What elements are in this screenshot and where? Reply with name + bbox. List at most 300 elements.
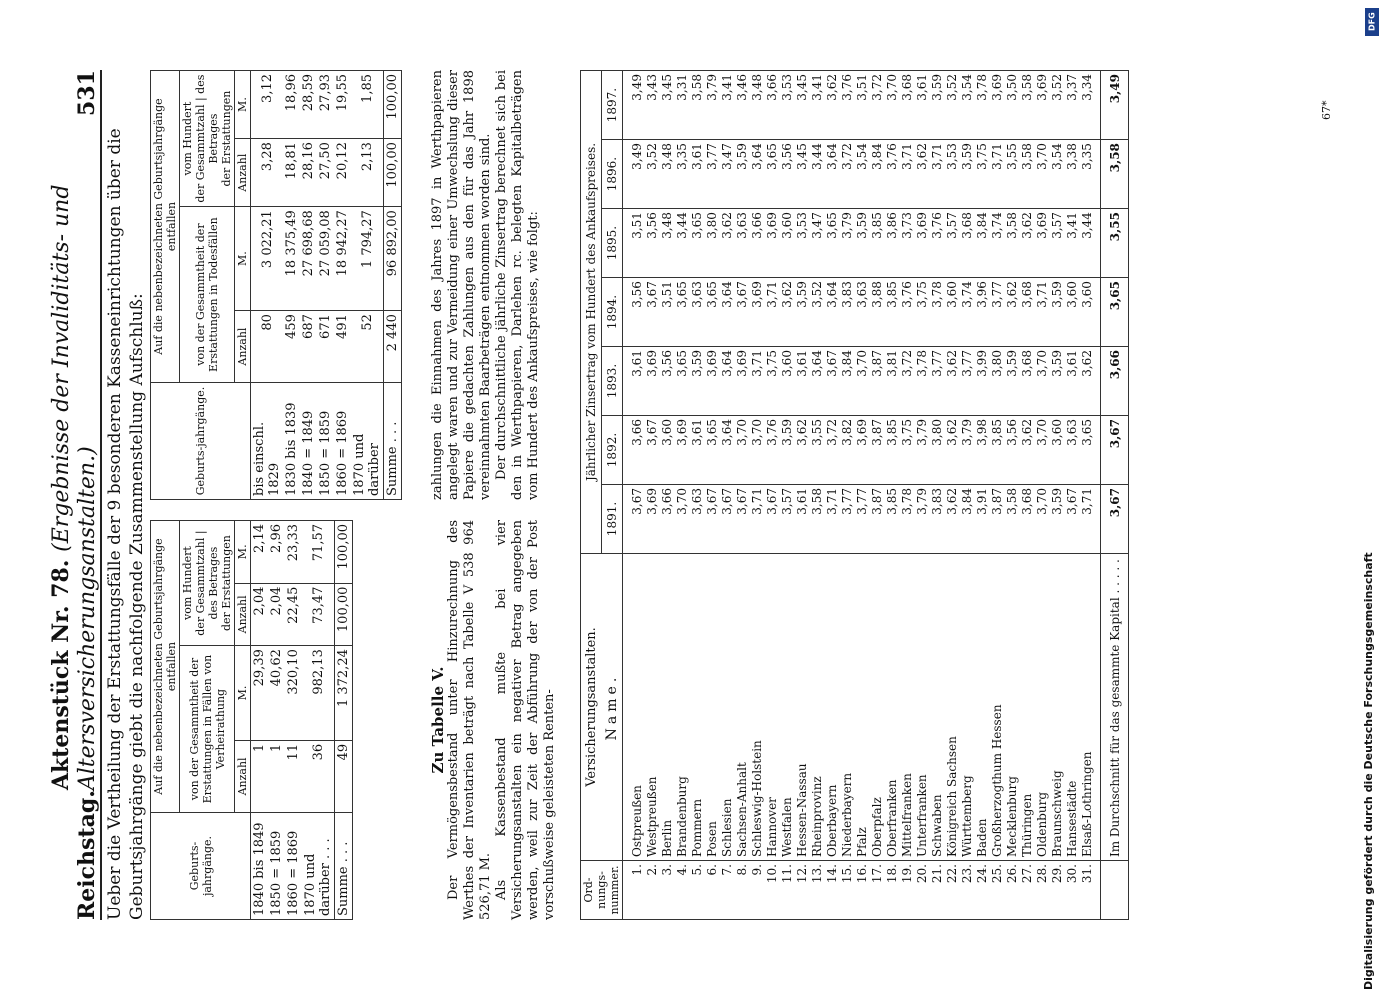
table-row	[689, 71, 704, 920]
table-row	[884, 71, 899, 920]
yield-value: 3,87	[869, 485, 884, 554]
institution-name: Ostpreußen	[623, 554, 645, 861]
pct-count-cell: 100,00	[335, 583, 353, 646]
average-value: 3,65	[1101, 278, 1129, 347]
pct-count-cell: 73,47	[302, 583, 335, 646]
table-row	[1019, 71, 1034, 920]
yield-value: 3,74	[989, 209, 1004, 278]
yield-value: 3,60	[1079, 278, 1101, 347]
yield-value: 3,64	[749, 140, 764, 209]
count-cell: 491	[334, 311, 351, 383]
yield-value: 3,67	[764, 485, 779, 554]
average-value: 3,49	[1101, 71, 1129, 140]
institution-name: Oberbayern	[824, 554, 839, 861]
row-number: 5.	[689, 861, 704, 920]
yield-value: 3,61	[794, 347, 809, 416]
row-number: 16.	[854, 861, 869, 920]
institution-name: Schleswig-Holstein	[749, 554, 764, 861]
yield-value: 3,79	[959, 416, 974, 485]
pct-count-cell: 20,12	[334, 139, 351, 207]
row-number: 10.	[764, 861, 779, 920]
sum-label: Summe . . .	[335, 813, 353, 920]
yield-value: 3,82	[839, 416, 854, 485]
row-number: 7.	[719, 861, 734, 920]
yield-value: 3,67	[719, 485, 734, 554]
year-cell: 1870 und darüber . . .	[302, 813, 335, 920]
yield-value: 3,85	[884, 278, 899, 347]
col-mark: M.	[235, 207, 251, 311]
yield-value: 3,62	[1019, 416, 1034, 485]
yield-value: 3,71	[929, 140, 944, 209]
yield-value: 3,74	[959, 278, 974, 347]
yield-value: 3,62	[1019, 209, 1034, 278]
yield-value: 3,68	[959, 209, 974, 278]
header-title: Aktenstück Nr. 78. (Ergebnisse der Invaliditäts- und Altersversicherungsanstalten.)	[48, 184, 100, 791]
row-number: 15.	[839, 861, 854, 920]
yield-value: 3,48	[749, 71, 764, 140]
yield-value: 3,63	[1064, 416, 1079, 485]
yield-value: 3,84	[959, 485, 974, 554]
pct-count-cell: 27,50	[317, 139, 334, 207]
row-number: 8.	[734, 861, 749, 920]
row-number: 13.	[809, 861, 824, 920]
yield-value: 3,47	[809, 209, 824, 278]
yield-value: 3,59	[854, 209, 869, 278]
col-header-year: Geburts-jahrgänge.	[151, 813, 251, 920]
yield-value: 3,50	[1004, 71, 1019, 140]
footer-mark: 67*	[1320, 100, 1333, 120]
yield-value: 3,53	[794, 209, 809, 278]
yield-value: 3,72	[899, 347, 914, 416]
yield-value: 3,65	[1079, 416, 1101, 485]
yield-value: 3,73	[899, 209, 914, 278]
amount-cell: 40,62	[268, 646, 285, 741]
year-cell: 1850 = 1859	[268, 813, 285, 920]
yield-value: 3,65	[674, 347, 689, 416]
row-number: 1.	[623, 861, 645, 920]
yield-value: 3,41	[809, 71, 824, 140]
yield-value: 3,63	[734, 209, 749, 278]
year-header: 1894.	[602, 278, 623, 347]
table-row	[704, 71, 719, 920]
yield-value: 3,76	[839, 71, 854, 140]
yield-value: 3,70	[884, 71, 899, 140]
yield-value: 3,75	[899, 416, 914, 485]
yield-value: 3,62	[944, 347, 959, 416]
header-left: Reichstag.	[74, 790, 100, 920]
yield-value: 3,69	[1034, 71, 1049, 140]
yield-value: 3,58	[1004, 485, 1019, 554]
row-number: 19.	[899, 861, 914, 920]
count-cell: 1	[268, 740, 285, 812]
yield-value: 3,31	[674, 71, 689, 140]
yield-value: 3,52	[1049, 71, 1064, 140]
amount-cell: 320,10	[285, 646, 302, 741]
row-number: 30.	[1064, 861, 1079, 920]
year-cell: 1860 = 1869	[334, 383, 351, 500]
year-header: 1897.	[602, 71, 623, 140]
pct-count-cell: 2,13	[351, 139, 384, 207]
yield-value: 3,67	[734, 485, 749, 554]
yield-value: 3,64	[809, 347, 824, 416]
row-number: 25.	[989, 861, 1004, 920]
table-row	[794, 71, 809, 920]
yield-value: 3,75	[974, 140, 989, 209]
yield-value: 3,59	[779, 416, 794, 485]
amount-cell: 27 698,68	[300, 207, 317, 311]
yield-value: 3,77	[854, 485, 869, 554]
paragraph: Der durchschnittliche jährliche Zinsertrag berechnet sich bei den in Werthpapieren, Darlehen rc. belegten Kapitalbeträgen vom Hundert des Ankaufspreises, wie folgt:	[494, 70, 541, 500]
table-row	[974, 71, 989, 920]
yield-value: 3,77	[839, 485, 854, 554]
yield-value: 3,61	[689, 140, 704, 209]
yield-value: 3,62	[914, 140, 929, 209]
yield-value: 3,56	[623, 278, 645, 347]
table-row	[854, 71, 869, 920]
yield-value: 3,69	[644, 347, 659, 416]
yield-value: 3,46	[734, 71, 749, 140]
yield-value: 3,69	[989, 71, 1004, 140]
pct-count-cell: 18,81	[283, 139, 300, 207]
yield-value: 3,71	[764, 278, 779, 347]
yield-value: 3,70	[1034, 140, 1049, 209]
yield-value: 3,69	[914, 209, 929, 278]
col-header-year: Geburts-jahrgänge.	[151, 383, 251, 500]
table-row	[268, 521, 285, 920]
count-cell: 671	[317, 311, 334, 383]
table-body	[251, 71, 402, 500]
table-row	[674, 71, 689, 920]
yield-value: 3,59	[734, 140, 749, 209]
pct-count-cell: 2,04	[251, 583, 269, 646]
col-header-nr: Ord-nungs-nummer.	[581, 861, 623, 920]
yield-value: 3,71	[824, 485, 839, 554]
year-cell: bis einschl. 1829	[251, 383, 284, 500]
yield-value: 3,91	[974, 485, 989, 554]
pct-amount-cell: 71,57	[302, 521, 335, 584]
table-row	[285, 521, 302, 920]
yield-value: 3,71	[749, 347, 764, 416]
yield-value: 3,66	[659, 485, 674, 554]
yield-value: 3,71	[989, 140, 1004, 209]
table-row	[839, 71, 854, 920]
table-interest-yield	[580, 70, 1129, 920]
yield-value: 3,61	[914, 71, 929, 140]
yield-value: 3,63	[689, 278, 704, 347]
row-number: 12.	[794, 861, 809, 920]
yield-value: 3,80	[989, 347, 1004, 416]
table-row	[283, 71, 300, 500]
page-header	[48, 70, 102, 920]
yield-value: 3,69	[734, 347, 749, 416]
yield-value: 3,58	[1019, 71, 1034, 140]
yield-value: 3,45	[794, 140, 809, 209]
amount-cell: 18 375,49	[283, 207, 300, 311]
yield-value: 3,70	[1034, 416, 1049, 485]
institution-name: Elsaß-Lothringen	[1079, 554, 1101, 861]
yield-value: 3,84	[974, 209, 989, 278]
yield-value: 3,77	[959, 347, 974, 416]
institution-name: Niederbayern	[839, 554, 854, 861]
table-body	[251, 521, 353, 920]
yield-value: 3,71	[1034, 278, 1049, 347]
table-row	[1064, 71, 1079, 920]
col-header-yield: Jährlicher Zinsertrag vom Hundert des Ankaufspreises.	[581, 71, 602, 554]
table-row	[659, 71, 674, 920]
institution-name: Berlin	[659, 554, 674, 861]
yield-value: 3,54	[854, 140, 869, 209]
yield-value: 3,79	[704, 71, 719, 140]
table-row	[623, 71, 645, 920]
yield-value: 3,70	[674, 485, 689, 554]
row-number: 4.	[674, 861, 689, 920]
yield-value: 3,62	[794, 416, 809, 485]
yield-value: 3,86	[884, 209, 899, 278]
row-number	[1101, 861, 1129, 920]
yield-value: 3,76	[884, 140, 899, 209]
yield-value: 3,87	[869, 347, 884, 416]
year-cell: 1830 bis 1839	[283, 383, 300, 500]
yield-value: 3,60	[944, 278, 959, 347]
table-death-refunds: Geburts-jahrgänge. Auf die nebenbezeichneten Geburtsjahrgänge entfallen von der Gesammtheit der Erstattungen in Todesfällen vom Hundert der Gesammtzahl | des Betrages der Erstattungen Anzahl M. Anzahl M. bis einschl. 1829 80 3 022,21 3,28 3,12 1830 bis 1839 459 18 375,49 18,81 18,96 1840 = 1849 687 27 698,68 28,16 28,59 1850 = 1859 671 27 059,08 27,50 27,93 1860 = 1869 491 18 942,27 20,12 19,55 1870 und darüber 52 1 794,27 2,13 1,85 Summe . . . 2 440 96 892,00 100,00 100,00	[150, 70, 402, 500]
table-row	[334, 71, 351, 500]
table-row	[959, 71, 974, 920]
yield-value: 3,64	[824, 278, 839, 347]
pct-amount-cell: 18,96	[283, 71, 300, 139]
yield-value: 3,69	[1034, 209, 1049, 278]
yield-value: 3,96	[974, 278, 989, 347]
yield-value: 3,62	[1004, 278, 1019, 347]
yield-value: 3,83	[929, 485, 944, 554]
yield-value: 3,67	[734, 278, 749, 347]
pct-amount-cell: 19,55	[334, 71, 351, 139]
row-number: 11.	[779, 861, 794, 920]
yield-value: 3,62	[944, 416, 959, 485]
row-number: 21.	[929, 861, 944, 920]
year-cell: 1860 = 1869	[285, 813, 302, 920]
table-row	[1034, 71, 1049, 920]
table-row	[1049, 71, 1064, 920]
yield-value: 3,60	[1064, 278, 1079, 347]
yield-value: 3,77	[929, 347, 944, 416]
yield-value: 3,55	[809, 416, 824, 485]
yield-value: 3,80	[929, 416, 944, 485]
table-head-main: Auf die nebenbezeichneten Geburtsjahrgänge entfallen	[151, 71, 180, 383]
amount-cell: 96 892,00	[384, 207, 402, 311]
yield-value: 3,76	[764, 416, 779, 485]
yield-value: 3,78	[929, 278, 944, 347]
average-value: 3,55	[1101, 209, 1129, 278]
yield-value: 3,58	[1019, 140, 1034, 209]
amount-cell: 1 794,27	[351, 207, 384, 311]
yield-value: 3,67	[644, 416, 659, 485]
yield-value: 3,59	[689, 347, 704, 416]
yield-value: 3,66	[749, 209, 764, 278]
yield-value: 3,37	[1064, 71, 1079, 140]
row-number: 14.	[824, 861, 839, 920]
table-row	[914, 71, 929, 920]
year-header: 1895.	[602, 209, 623, 278]
yield-value: 3,83	[839, 278, 854, 347]
table-row	[809, 71, 824, 920]
institution-name: Unterfranken	[914, 554, 929, 861]
yield-value: 3,69	[644, 485, 659, 554]
row-number: 23.	[959, 861, 974, 920]
amount-cell: 3 022,21	[251, 207, 284, 311]
yield-value: 3,44	[674, 209, 689, 278]
institution-name: Braunschweig	[1049, 554, 1064, 861]
yield-value: 3,77	[704, 140, 719, 209]
institution-name: Posen	[704, 554, 719, 861]
table-row	[944, 71, 959, 920]
col-header-pct: vom Hundert	[181, 546, 194, 620]
dfg-logo: DFG	[1365, 8, 1379, 36]
yield-value: 3,57	[1049, 209, 1064, 278]
row-number: 6.	[704, 861, 719, 920]
paragraph: Der Vermögensbestand unter Hinzurechnung des Werthes der Inventarien beträgt nach Tabelle V 538 964 526,71 M.	[446, 520, 493, 920]
institution-name: Hessen-Nassau	[794, 554, 809, 861]
pct-amount-cell: 100,00	[384, 71, 402, 139]
institution-name: Pfalz	[854, 554, 869, 861]
yield-value: 3,58	[1004, 209, 1019, 278]
pct-amount-cell: 2,96	[268, 521, 285, 584]
row-number: 22.	[944, 861, 959, 920]
yield-value: 3,78	[914, 347, 929, 416]
col-header-pct: vom Hundert	[181, 101, 194, 176]
pct-amount-cell: 23,33	[285, 521, 302, 584]
yield-value: 3,62	[824, 71, 839, 140]
yield-value: 3,77	[989, 278, 1004, 347]
pct-count-cell: 3,28	[251, 139, 284, 207]
yield-value: 3,57	[779, 485, 794, 554]
yield-value: 3,69	[764, 209, 779, 278]
row-number: 28.	[1034, 861, 1049, 920]
yield-value: 3,44	[809, 140, 824, 209]
yield-value: 3,56	[644, 209, 659, 278]
yield-value: 3,71	[749, 485, 764, 554]
yield-value: 3,65	[689, 209, 704, 278]
yield-value: 3,69	[854, 416, 869, 485]
yield-value: 3,60	[779, 209, 794, 278]
yield-value: 3,45	[794, 71, 809, 140]
yield-value: 3,71	[899, 140, 914, 209]
institution-name: Oberpfalz	[869, 554, 884, 861]
row-number: 18.	[884, 861, 899, 920]
row-number: 2.	[644, 861, 659, 920]
institution-name: Rheinprovinz	[809, 554, 824, 861]
page-number: 531	[74, 70, 100, 116]
yield-value: 3,51	[659, 278, 674, 347]
row-number: 29.	[1049, 861, 1064, 920]
row-number: 31.	[1079, 861, 1101, 920]
pct-count-cell: 28,16	[300, 139, 317, 207]
institution-name: Mittelfranken	[899, 554, 914, 861]
yield-value: 3,49	[623, 140, 645, 209]
yield-value: 3,68	[899, 71, 914, 140]
yield-value: 3,88	[869, 278, 884, 347]
yield-value: 3,52	[944, 71, 959, 140]
institution-name: Hansestädte	[1064, 554, 1079, 861]
text-block-left	[430, 520, 558, 920]
yield-value: 3,68	[1019, 485, 1034, 554]
table-row	[749, 71, 764, 920]
table-row	[764, 71, 779, 920]
yield-value: 3,53	[779, 71, 794, 140]
yield-value: 3,35	[674, 140, 689, 209]
yield-value: 3,98	[974, 416, 989, 485]
yield-value: 3,56	[659, 347, 674, 416]
yield-value: 3,59	[1049, 278, 1064, 347]
yield-value: 3,67	[644, 278, 659, 347]
table-body	[623, 71, 1129, 920]
year-cell: 1870 und darüber	[351, 383, 384, 500]
yield-value: 3,70	[1034, 347, 1049, 416]
average-label: Im Durchschnitt für das gesammte Kapital . . . . .	[1101, 554, 1129, 861]
table-row	[779, 71, 794, 920]
yield-value: 3,65	[674, 278, 689, 347]
yield-value: 3,38	[1064, 140, 1079, 209]
table-row	[1079, 71, 1101, 920]
table-row	[734, 71, 749, 920]
table-row	[899, 71, 914, 920]
count-cell: 459	[283, 311, 300, 383]
yield-value: 3,75	[764, 347, 779, 416]
yield-value: 3,67	[824, 347, 839, 416]
yield-value: 3,69	[749, 278, 764, 347]
yield-value: 3,62	[944, 485, 959, 554]
yield-value: 3,45	[659, 71, 674, 140]
yield-value: 3,65	[704, 416, 719, 485]
yield-value: 3,79	[914, 485, 929, 554]
text-block-right	[430, 70, 542, 500]
yield-value: 3,79	[914, 416, 929, 485]
yield-value: 3,62	[719, 209, 734, 278]
paragraph: Als Kassenbestand mußte bei vier Versicherungsanstalten ein negativer Betrag angegeben werden, weil zur Zeit der Abführung der von der Post vorschußweise geleisteten Renten-	[494, 520, 557, 920]
yield-value: 3,53	[944, 140, 959, 209]
yield-value: 3,67	[623, 485, 645, 554]
institution-name: Oberfranken	[884, 554, 899, 861]
yield-value: 3,48	[659, 209, 674, 278]
yield-value: 3,52	[809, 278, 824, 347]
section-label: Versicherungsanstalten.	[583, 627, 599, 787]
pct-amount-cell: 1,85	[351, 71, 384, 139]
section-heading: Zu Tabelle V.	[429, 666, 447, 774]
count-cell: 1	[251, 740, 269, 812]
institution-name: Pommern	[689, 554, 704, 861]
col-header-total: von der Gesammtheit der Erstattungen in Todesfällen	[180, 207, 235, 383]
yield-value: 3,85	[989, 416, 1004, 485]
yield-value: 3,61	[794, 485, 809, 554]
yield-value: 3,59	[1049, 485, 1064, 554]
yield-value: 3,68	[1019, 347, 1034, 416]
average-value: 3,58	[1101, 140, 1129, 209]
col-anzahl: Anzahl	[235, 311, 251, 383]
yield-value: 3,69	[704, 347, 719, 416]
institution-name: Königreich Sachsen	[944, 554, 959, 861]
yield-value: 3,70	[734, 416, 749, 485]
yield-value: 3,43	[644, 71, 659, 140]
institution-name: Oldenburg	[1034, 554, 1049, 861]
institution-name: Westfalen	[779, 554, 794, 861]
year-header: 1893.	[602, 347, 623, 416]
intro-text: Ueber die Vertheilung der Erstattungsfälle der 9 besonderen Kasseneinrichtungen über die Geburtsjahrgänge giebt die nachfolgende Zusammenstellung Aufschluß:	[105, 128, 147, 920]
institution-name: Hannover	[764, 554, 779, 861]
row-number: 24.	[974, 861, 989, 920]
yield-value: 3,59	[929, 71, 944, 140]
yield-value: 3,52	[644, 140, 659, 209]
yield-value: 3,56	[1004, 416, 1019, 485]
yield-value: 3,58	[809, 485, 824, 554]
